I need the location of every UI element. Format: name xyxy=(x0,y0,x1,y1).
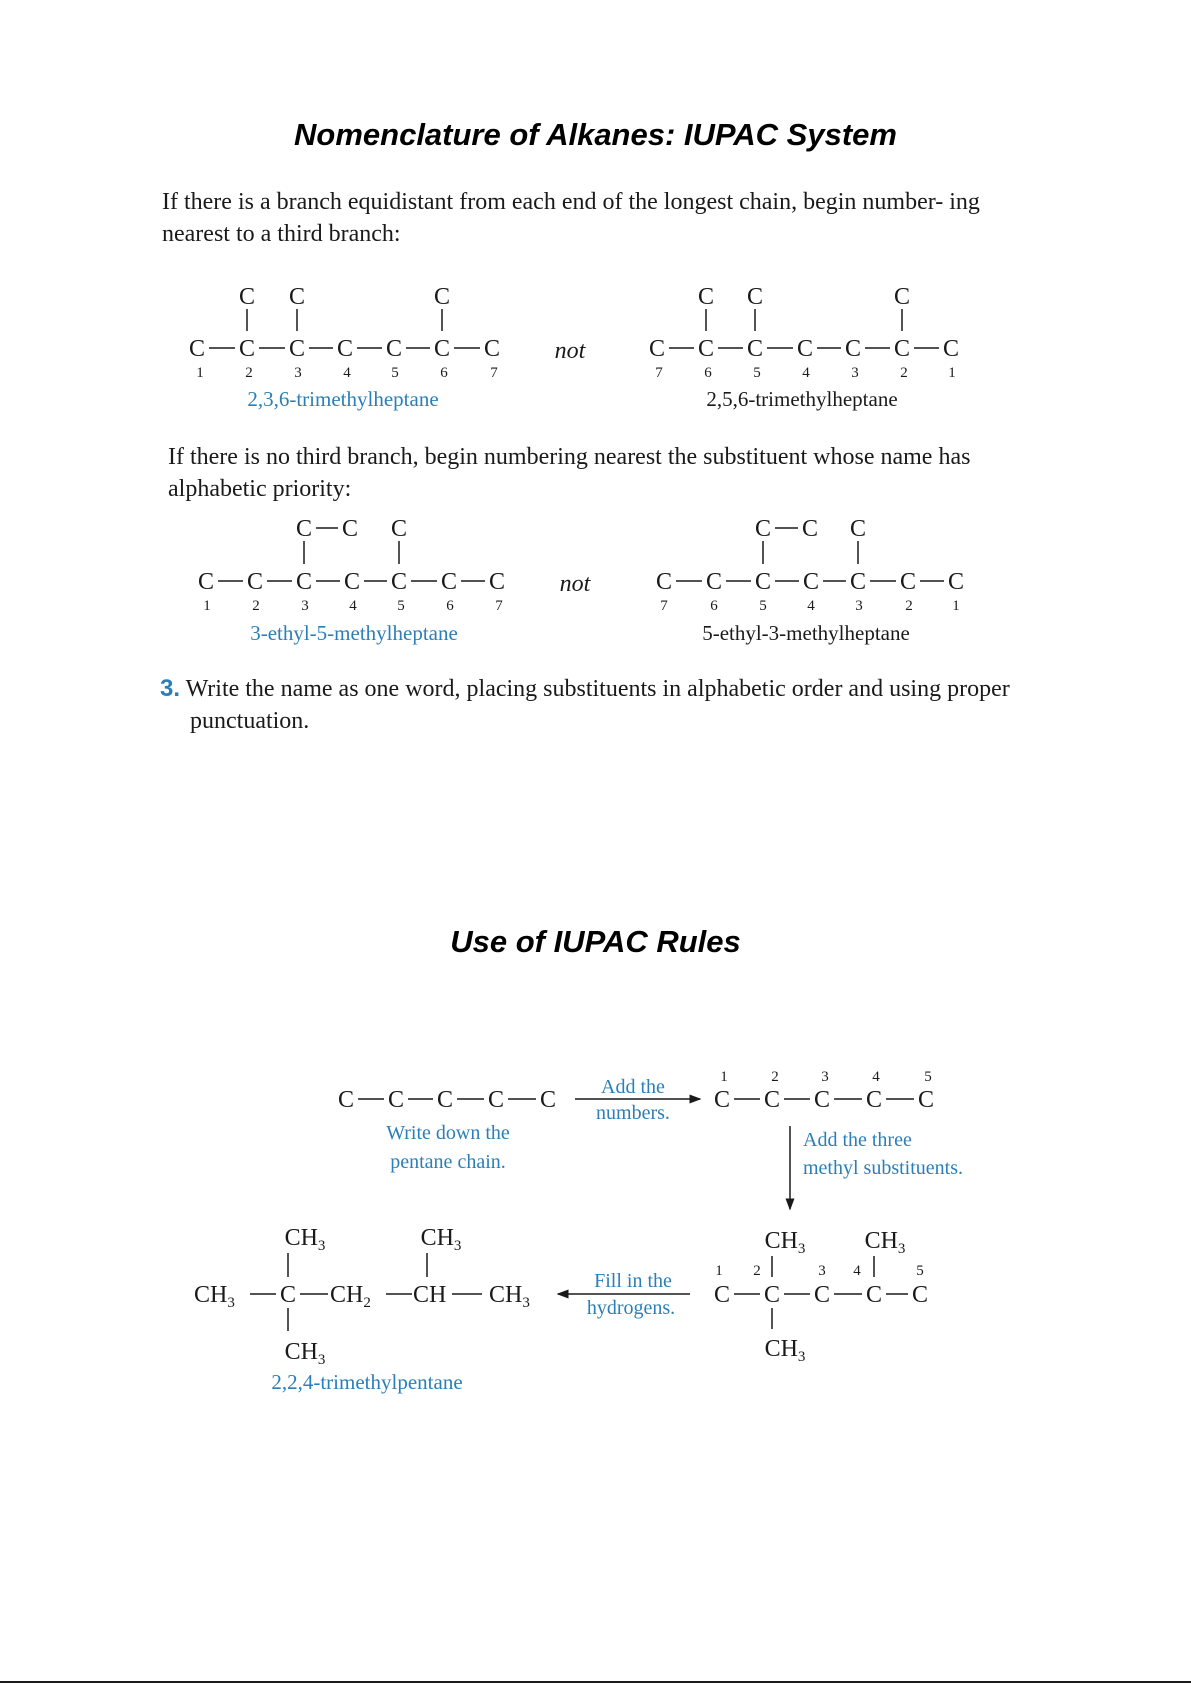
svg-text:C: C xyxy=(288,284,306,310)
atom-number: 6 xyxy=(710,598,718,614)
svg-text:CH3: $CH_3$ xyxy=(864,1228,906,1257)
section-title-use-of-iupac: Use of IUPAC Rules xyxy=(450,924,741,959)
atom-number: 4 xyxy=(807,598,815,614)
final-name-label: 2,2,4-trimethylpentane xyxy=(271,1370,463,1394)
svg-text:C: C xyxy=(802,569,820,595)
atom-number: 3 xyxy=(851,365,859,381)
svg-text:4: 4 xyxy=(853,1263,861,1279)
step-write-chain-line1: Write down the xyxy=(386,1122,510,1144)
atom-number: 7 xyxy=(495,598,503,614)
atom-number: 5 xyxy=(391,365,399,381)
svg-text:C: C xyxy=(655,569,673,595)
atom-number: 7 xyxy=(490,365,498,381)
wrong-name-label: 2,5,6-trimethylheptane xyxy=(706,387,898,411)
svg-text:C: C xyxy=(238,284,256,310)
svg-text:C: C xyxy=(849,569,867,595)
svg-text:C: C xyxy=(763,1087,781,1113)
chain-number: 1 xyxy=(720,1069,728,1085)
svg-text:C: C xyxy=(197,569,215,595)
pentane-chain xyxy=(338,1087,556,1113)
svg-text:CH2: $CH_2$ xyxy=(330,1282,371,1311)
svg-text:C: C xyxy=(746,336,764,362)
step-add-numbers-line2: numbers. xyxy=(596,1102,670,1124)
not-label: not xyxy=(554,338,586,364)
svg-text:C: C xyxy=(433,336,451,362)
svg-text:C: C xyxy=(865,1087,883,1113)
numbered-chain xyxy=(714,1069,934,1113)
svg-text:C: C xyxy=(942,336,960,362)
step-add-methyls-line1: Add the three xyxy=(803,1129,912,1151)
svg-text:C: C xyxy=(713,1282,731,1308)
svg-text:C: C xyxy=(337,1087,355,1113)
atom-number: 7 xyxy=(655,365,663,381)
svg-text:CH: CH xyxy=(413,1282,447,1308)
methylated-skeleton xyxy=(714,1228,928,1365)
svg-text:C: C xyxy=(188,336,206,362)
svg-text:C: C xyxy=(746,284,764,310)
svg-text:C: C xyxy=(899,569,917,595)
svg-text:C: C xyxy=(713,1087,731,1113)
svg-text:3: 3 xyxy=(818,1263,826,1279)
atom-number: 4 xyxy=(343,365,351,381)
atom-number: 1 xyxy=(952,598,960,614)
step-add-methyls-line2: methyl substituents. xyxy=(803,1157,963,1179)
step-add-numbers-line1: Add the xyxy=(601,1076,665,1098)
svg-text:C: C xyxy=(440,569,458,595)
atom-number: 4 xyxy=(349,598,357,614)
svg-text:C: C xyxy=(288,336,306,362)
svg-text:C: C xyxy=(754,569,772,595)
atom-number: 7 xyxy=(660,598,668,614)
svg-text:C: C xyxy=(844,336,862,362)
svg-text:CH3: $CH_3$ xyxy=(284,1225,326,1254)
svg-text:C: C xyxy=(911,1282,929,1308)
svg-text:C: C xyxy=(763,1282,781,1308)
svg-text:C: C xyxy=(488,569,506,595)
atom-number: 1 xyxy=(203,598,211,614)
svg-text:C: C xyxy=(387,1087,405,1113)
svg-text:C: C xyxy=(336,336,354,362)
svg-text:C: C xyxy=(947,569,965,595)
rule-alphabetic-priority: If there is no third branch, begin numbering nearest the substituent whose name has alphabetic priority: xyxy=(168,444,971,502)
svg-text:5: 5 xyxy=(916,1263,924,1279)
svg-text:C: C xyxy=(648,336,666,362)
atom-number: 4 xyxy=(802,365,810,381)
svg-text:C: C xyxy=(246,569,264,595)
atom-number: 2 xyxy=(905,598,913,614)
wrong-name-label: 5-ethyl-3-methylheptane xyxy=(702,621,910,645)
section-title-nomenclature: Nomenclature of Alkanes: IUPAC System xyxy=(294,117,897,152)
svg-text:CH3: $CH_3$ xyxy=(420,1225,462,1254)
atom-number: 2 xyxy=(900,365,908,381)
atom-number: 6 xyxy=(440,365,448,381)
svg-text:C: C xyxy=(697,336,715,362)
svg-text:C: C xyxy=(341,516,359,542)
svg-text:CH3: $CH_3$ xyxy=(764,1228,806,1257)
atom-number: 1 xyxy=(196,365,204,381)
atom-number: 6 xyxy=(704,365,712,381)
svg-text:C: C xyxy=(433,284,451,310)
svg-text:C: C xyxy=(796,336,814,362)
svg-text:CH3: $CH_3$ xyxy=(764,1336,806,1365)
chain-number: 2 xyxy=(771,1069,779,1085)
atom-number: 3 xyxy=(301,598,309,614)
svg-text:C: C xyxy=(295,569,313,595)
svg-text:C: C xyxy=(539,1087,557,1113)
svg-text:C: C xyxy=(295,516,313,542)
svg-text:1: 1 xyxy=(715,1263,723,1279)
atom-number: 1 xyxy=(948,365,956,381)
svg-text:C: C xyxy=(893,284,911,310)
svg-text:C: C xyxy=(813,1087,831,1113)
svg-text:CH3: $CH_3$ xyxy=(194,1282,235,1311)
atom-number: 2 xyxy=(252,598,260,614)
rule-3-number: 3. xyxy=(160,675,181,702)
svg-text:C: C xyxy=(279,1282,297,1308)
svg-text:C: C xyxy=(754,516,772,542)
page-bottom-rule xyxy=(0,1681,1191,1683)
chain-number: 3 xyxy=(821,1069,829,1085)
svg-text:C: C xyxy=(483,336,501,362)
atom-number: 6 xyxy=(446,598,454,614)
svg-text:C: C xyxy=(893,336,911,362)
svg-text:C: C xyxy=(813,1282,831,1308)
step-fill-hydrogens-line1: Fill in the xyxy=(594,1270,672,1292)
svg-text:C: C xyxy=(390,569,408,595)
svg-text:C: C xyxy=(865,1282,883,1308)
correct-name-label: 2,3,6-trimethylheptane xyxy=(247,387,439,411)
rule-third-branch: If there is a branch equidistant from each end of the longest chain, begin number- ing nearest to a third branch: xyxy=(162,189,980,247)
svg-text:C: C xyxy=(801,516,819,542)
svg-text:2: 2 xyxy=(753,1263,761,1279)
svg-text:C: C xyxy=(390,516,408,542)
structure-224-trimethylpentane xyxy=(194,1225,530,1394)
atom-number: 5 xyxy=(753,365,761,381)
correct-name-label: 3-ethyl-5-methylheptane xyxy=(250,621,458,645)
svg-text:C: C xyxy=(343,569,361,595)
chain-number: 4 xyxy=(872,1069,880,1085)
svg-text:CH3: $CH_3$ xyxy=(284,1339,326,1368)
not-label: not xyxy=(559,571,591,597)
svg-text:C: C xyxy=(697,284,715,310)
svg-text:CH3: $CH_3$ xyxy=(489,1282,530,1311)
step-fill-hydrogens-line2: hydrogens. xyxy=(586,1297,676,1319)
atom-number: 5 xyxy=(397,598,405,614)
svg-text:C: C xyxy=(917,1087,935,1113)
atom-number: 5 xyxy=(759,598,767,614)
atom-number: 3 xyxy=(294,365,302,381)
atom-number: 3 xyxy=(855,598,863,614)
svg-text:C: C xyxy=(849,516,867,542)
svg-text:C: C xyxy=(705,569,723,595)
chain-number: 5 xyxy=(924,1069,932,1085)
step-write-chain-line2: pentane chain. xyxy=(390,1151,506,1173)
rule-3-text: Write the name as one word, placing substituents in alphabetic order and using proper punctuation. xyxy=(185,676,1010,734)
atom-number: 2 xyxy=(245,365,253,381)
svg-text:C: C xyxy=(436,1087,454,1113)
svg-text:C: C xyxy=(385,336,403,362)
svg-text:C: C xyxy=(238,336,256,362)
svg-text:C: C xyxy=(487,1087,505,1113)
